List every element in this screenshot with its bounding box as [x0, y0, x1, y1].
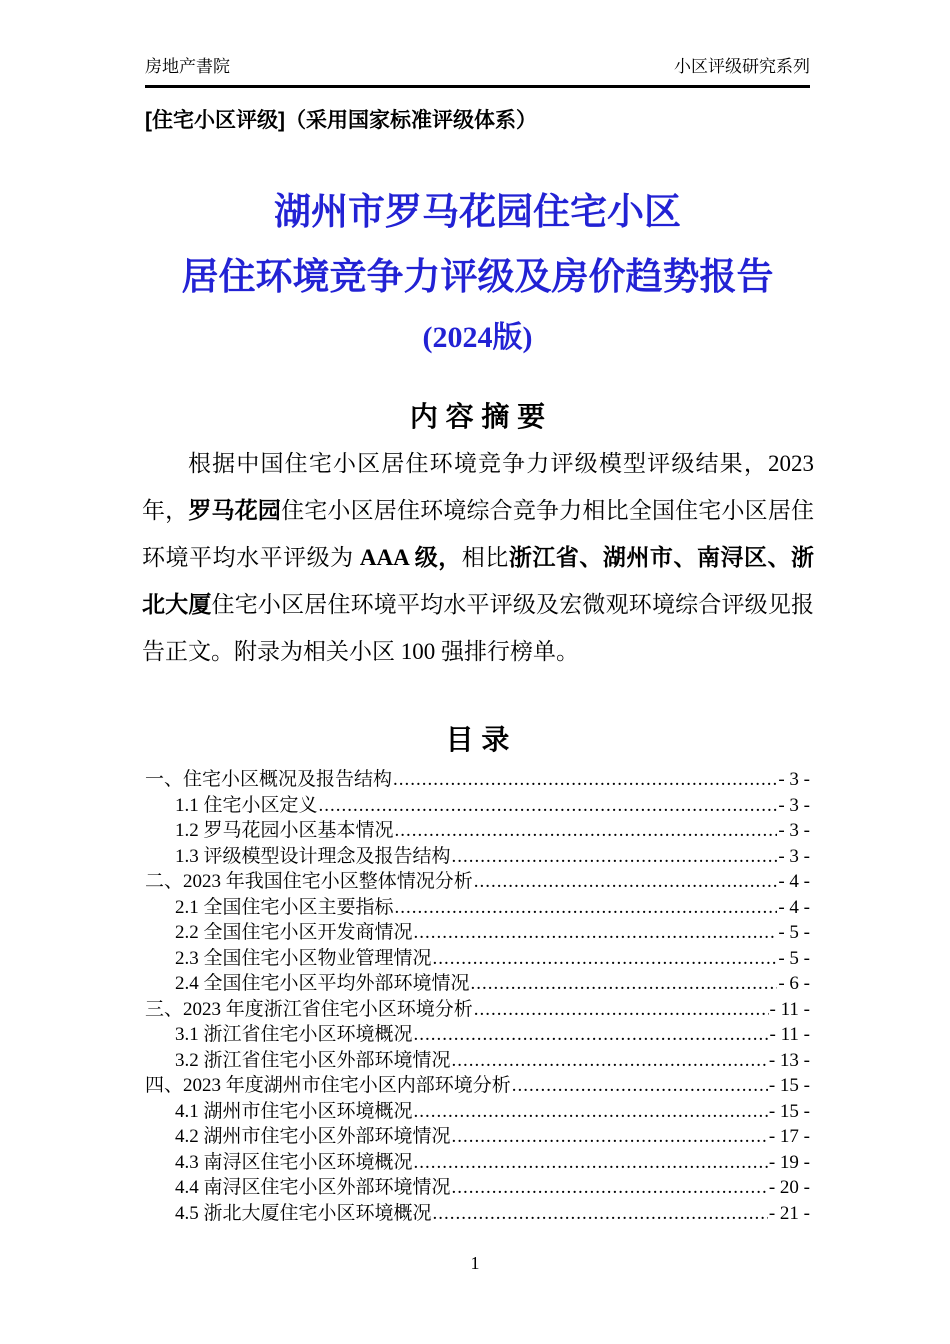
toc-entry-label: 4.4 南浔区住宅小区外部环境情况: [175, 1177, 451, 1198]
toc-entry: [145, 1099, 810, 1125]
toc-entry-label: 2.1 全国住宅小区主要指标: [175, 896, 394, 918]
toc-entry: [145, 767, 810, 793]
page-number: 1: [470, 1253, 480, 1273]
toc-dot-leader: [452, 1175, 768, 1201]
toc-entry: [145, 1073, 810, 1099]
toc-entry-page: - 3 -: [778, 794, 810, 816]
toc-entry-page: - 11 -: [769, 1024, 810, 1045]
toc-entry-page: - 11 -: [769, 998, 810, 1020]
header-left-text: 房地产書院: [145, 57, 230, 76]
toc-entry-page: - 3 -: [778, 769, 810, 790]
toc-entry-page: - 3 -: [778, 820, 810, 841]
abstract-bold-text: 罗马花园: [188, 498, 282, 523]
toc-dot-leader: [395, 895, 778, 921]
toc-entry-label: 3.2 浙江省住宅小区外部环境情况: [175, 1049, 451, 1071]
toc-entry: [145, 1201, 810, 1227]
toc-dot-leader: [474, 997, 769, 1023]
abstract-heading: 内 容 摘 要: [409, 401, 546, 432]
toc-dot-leader: [414, 1099, 768, 1125]
rating-system-line: [住宅小区评级]（采用国家标准评级体系）: [145, 109, 537, 132]
toc-entry-label: 3.1 浙江省住宅小区环境概况: [175, 1024, 413, 1045]
toc-entry: [145, 869, 810, 895]
toc-entry-page: - 4 -: [778, 871, 810, 892]
toc-entry-label: 四、2023 年度湖州市住宅小区内部环境分析: [145, 1075, 511, 1096]
report-title: [145, 191, 810, 356]
report-title-line1: 湖州市罗马花园住宅小区: [274, 192, 681, 233]
toc-entry-page: - 15 -: [768, 1075, 810, 1096]
toc-entry: [145, 997, 810, 1023]
toc-entry-label: 1.2 罗马花园小区基本情况: [175, 820, 394, 841]
toc-entry-page: - 13 -: [768, 1049, 810, 1071]
toc-entry-page: - 6 -: [778, 973, 810, 994]
header-right-text: 小区评级研究系列: [674, 57, 810, 76]
abstract-bold-text: 浙江省、湖州市、南浔区、浙北大厦: [142, 545, 815, 617]
toc-entry-page: - 19 -: [768, 1151, 810, 1173]
toc-dot-leader: [452, 1124, 768, 1150]
toc-dot-leader: [414, 920, 778, 946]
toc-entry-label: 二、2023 年我国住宅小区整体情况分析: [145, 871, 473, 892]
toc-entry: [145, 1022, 810, 1048]
toc-dot-leader: [319, 793, 778, 819]
toc-entry: [145, 920, 810, 946]
report-title-line2: 居住环境竞争力评级及房价趋势报告: [181, 257, 774, 298]
abstract-text: 住宅小区居住环境综合竞争力相比全国住宅小区居住环境平均水平评级为: [142, 498, 815, 570]
toc-dot-leader: [512, 1073, 768, 1099]
abstract-text: 根据中国住宅小区居住环境竞争力评级模型评级结果，2023 年，: [142, 451, 814, 523]
toc-entry-page: - 4 -: [778, 896, 810, 918]
abstract-paragraph: [142, 440, 814, 675]
toc-entry: [145, 793, 810, 819]
toc-entry-label: 2.4 全国住宅小区平均外部环境情况: [175, 973, 470, 994]
toc-entry-label: 2.2 全国住宅小区开发商情况: [175, 922, 413, 943]
abstract-text: 住宅小区居住环境平均水平评级及宏微观环境综合评级见报告正文。附录为相关小区 100 强排行榜单。: [142, 592, 815, 664]
toc-dot-leader: [471, 971, 778, 997]
toc-entry: [145, 818, 810, 844]
toc-entry: [145, 1048, 810, 1074]
toc-dot-leader: [414, 1150, 768, 1176]
report-title-edition: (2024版): [422, 321, 533, 354]
toc-entry-page: - 20 -: [768, 1177, 810, 1198]
toc-dot-leader: [395, 818, 778, 844]
abstract-text: 相比: [461, 545, 509, 570]
toc-entry-page: - 21 -: [768, 1202, 810, 1224]
toc-heading: 目 录: [445, 724, 510, 755]
toc-entry-label: 4.3 南浔区住宅小区环境概况: [175, 1151, 413, 1173]
abstract-bold-text: AAA 级，: [359, 545, 462, 570]
toc-entry: [145, 971, 810, 997]
toc-entry-label: 4.2 湖州市住宅小区外部环境情况: [175, 1126, 451, 1147]
toc-dot-leader: [452, 1048, 768, 1074]
toc-entry: [145, 1175, 810, 1201]
toc-entry-label: 4.1 湖州市住宅小区环境概况: [175, 1100, 413, 1122]
toc-entry: [145, 895, 810, 921]
toc-list: [145, 767, 810, 1226]
header-rule: [145, 85, 810, 88]
toc-entry-page: - 17 -: [768, 1126, 810, 1147]
toc-entry-label: 2.3 全国住宅小区物业管理情况: [175, 947, 432, 969]
page-header: [145, 57, 810, 77]
toc-entry-page: - 3 -: [778, 845, 810, 867]
toc-dot-leader: [433, 946, 778, 972]
toc-entry-page: - 15 -: [768, 1100, 810, 1122]
toc-dot-leader: [452, 844, 778, 870]
toc-entry: [145, 946, 810, 972]
toc-dot-leader: [414, 1022, 769, 1048]
toc-dot-leader: [393, 767, 777, 793]
toc-dot-leader: [433, 1201, 768, 1227]
toc-entry: [145, 1124, 810, 1150]
toc-entry-label: 1.3 评级模型设计理念及报告结构: [175, 845, 451, 867]
toc-entry: [145, 844, 810, 870]
toc-entry-label: 三、2023 年度浙江省住宅小区环境分析: [145, 998, 473, 1020]
toc-entry-label: 4.5 浙北大厦住宅小区环境概况: [175, 1202, 432, 1224]
toc-entry: [145, 1150, 810, 1176]
toc-entry-label: 一、住宅小区概况及报告结构: [145, 769, 393, 790]
toc-dot-leader: [474, 869, 778, 895]
toc-entry-label: 1.1 住宅小区定义: [175, 794, 318, 816]
toc-entry-page: - 5 -: [778, 947, 810, 969]
toc-entry-page: - 5 -: [778, 922, 810, 943]
